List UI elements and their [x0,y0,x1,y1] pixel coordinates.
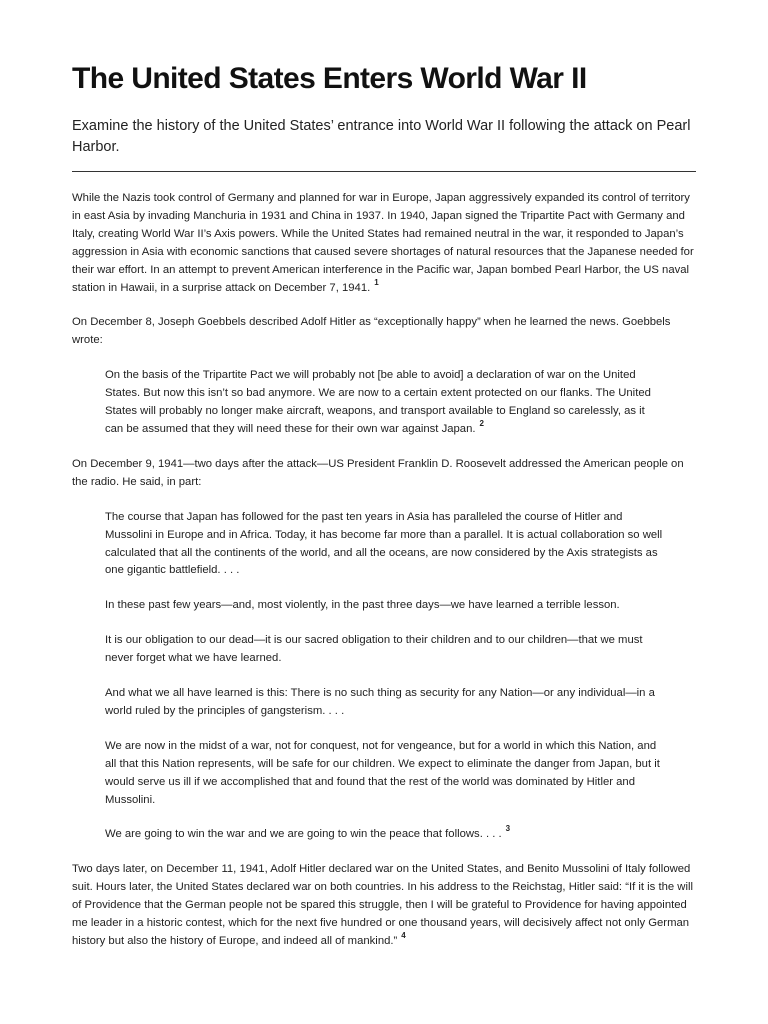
quote-paragraph [105,367,665,439]
page-subtitle: Examine the history of the United States’ entrance into World War II following the attack on Pearl Harbor. [72,118,691,155]
paragraph-roosevelt: On December 9, 1941—two days after the attack—US President Franklin D. Roosevelt addressed the American people on the radio. He said, in part: [72,457,684,488]
paragraph-goebbels: On December 8, Joseph Goebbels described Adolf Hitler as “exceptionally happy” when he learned the news. Goebbels wrote: [72,316,671,347]
paragraph-text: While the Nazis took control of Germany and planned for war in Europe, Japan aggressively expanded its control of territory in east Asia by invading Manchuria in 1931 and China in 1937. In 1940, Japan signed the Tripartite Pact with Germany and Italy, creating World War II’s Axis powers. While the United States had remained neutral in the war, it responded to Japan’s aggression in Asia with economic sanctions that caused severe shortages of natural resources that the Japanese needed for their war effort. In an attempt to prevent American interference in the Pacific war, Japan bombed Pearl Harbor, the US naval station in Hawaii, in a surprise attack on December 7, 1941. [72,192,694,294]
quote-paragraph [105,826,665,844]
paragraph-intro [72,190,698,297]
page-title: The United States Enters World War II [72,62,587,95]
quote-goebbels [105,367,665,439]
quote-paragraph: It is our obligation to our dead—it is our sacred obligation to their children and to our children—that we must never forget what we have learned. [105,634,643,665]
quote-paragraph: In these past few years—and, most violently, in the past three days—we have learned a terrible lesson. [105,599,620,612]
footnote-marker[interactable]: 4 [401,931,406,940]
paragraph-declaration [72,861,698,951]
quote-roosevelt [105,509,665,845]
paragraph-text: Two days later, on December 11, 1941, Adolf Hitler declared war on the United States, and Benito Mussolini of Italy followed suit. Hours later, the United States declared war on both countries. In his address to the Reichstag, Hitler said: “If it is the will of Providence that the German people not be spared this struggle, then I will be grateful to Providence for having appointed me leader in a historic contest, which for the next five hundred or one thousand years, will decisively affect not only German history but also the history of Europe, and indeed all of mankind.” [72,863,693,947]
footnote-marker[interactable]: 3 [505,824,511,834]
quote-paragraph: The course that Japan has followed for the past ten years in Asia has paralleled the course of Hitler and Mussolini in Europe and in Africa. Today, it has become far more than a parallel. It is actual collaboration so well calculated that all the continents of the world, and all the oceans, are now considered by the Axis strategists as one gigantic battlefield. . . . [105,510,663,577]
quote-paragraph: And what we all have learned is this: There is no such thing as security for any Nation—or any individual—in a world ruled by the principles of gangsterism. . . . [105,687,655,717]
footnote-marker[interactable]: 2 [479,418,484,428]
footnote-marker[interactable]: 1 [374,277,379,287]
divider [72,171,696,172]
quote-text: On the basis of the Tripartite Pact we will probably not [be able to avoid] a declaration of war on the United States. But now this isn’t so bad anymore. We are now to a certain extent protected on our flanks. The United States will probably no longer make aircraft, weapons, and transport available to England so carelessly, as it can be assumed that they will need these for their own war against Japan. [105,369,651,435]
quote-text: We are going to win the war and we are going to win the peace that follows. . . . [105,828,502,841]
quote-paragraph: We are now in the midst of a war, not for conquest, not for vengeance, but for a world in which this Nation, and all that this Nation represents, will be safe for our children. We expect to eliminate the danger from Japan, but it would serve us ill if we accomplished that and found that the rest of the world was dominated by Hitler and Mussolini. [105,739,660,806]
article-body [72,190,698,968]
